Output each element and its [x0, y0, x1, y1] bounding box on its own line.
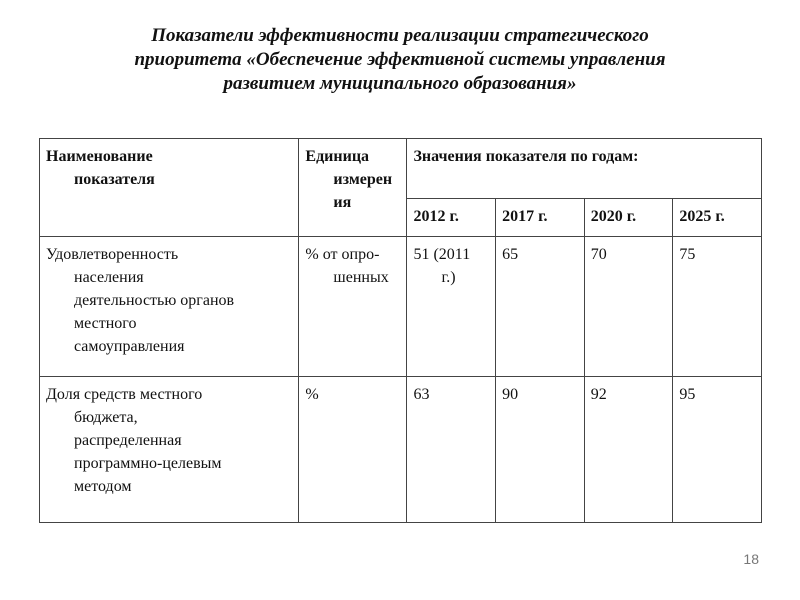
header-indicator-name [40, 139, 299, 237]
value-line: 70 [590, 246, 607, 263]
row-value-2020 [584, 377, 673, 523]
row-indicator-name [40, 237, 299, 377]
value-line: 95 [679, 386, 696, 403]
slide-title-line-1: Показатели эффективности реализации стратегического [151, 25, 649, 46]
value-line: 65 [502, 246, 519, 263]
page-number: 18 [743, 551, 759, 567]
row-name-line: Доля средств местного [46, 386, 203, 403]
row-unit [299, 377, 407, 523]
row-value-2025 [673, 377, 762, 523]
row-unit-line: шенных [333, 269, 389, 286]
value-line: 51 (2011 [413, 246, 471, 263]
header-year-2017: 2017 г. [496, 199, 585, 237]
table-header-row [40, 139, 762, 199]
header-year-2020: 2020 г. [584, 199, 673, 237]
header-unit [299, 139, 407, 237]
table-row [40, 237, 762, 377]
row-name-line: Удовлетворенность [46, 246, 179, 263]
value-line: 75 [679, 246, 696, 263]
header-unit-line-1: Единица [305, 148, 370, 165]
indicators-table [39, 138, 762, 523]
slide-title-line-3: развитием муниципального образования» [223, 73, 577, 94]
header-year-2025: 2025 г. [673, 199, 762, 237]
slide-title [0, 24, 800, 96]
header-values-by-year: Значения показателя по годам: [407, 139, 762, 199]
row-value-2025 [673, 237, 762, 377]
header-name-line-1: Наименование [46, 148, 153, 165]
table-row [40, 377, 762, 523]
value-line: 92 [590, 386, 607, 403]
row-name-line: методом [74, 478, 132, 495]
row-unit [299, 237, 407, 377]
row-indicator-name [40, 377, 299, 523]
row-name-line: деятельностью органов [74, 292, 235, 309]
row-value-2017 [496, 237, 585, 377]
row-name-line: программно-целевым [74, 455, 222, 472]
row-name-line: местного [74, 315, 137, 332]
slide-title-line-2: приоритета «Обеспечение эффективной системы управления [134, 49, 666, 70]
row-name-line: распределенная [74, 432, 182, 449]
header-name-line-2: показателя [74, 171, 155, 188]
value-line: 63 [413, 386, 430, 403]
header-year-2012: 2012 г. [407, 199, 496, 237]
header-unit-line-3: ия [333, 194, 352, 211]
row-value-2017 [496, 377, 585, 523]
row-name-line: бюджета, [74, 409, 138, 426]
header-unit-line-2: измерен [333, 171, 393, 188]
row-unit-line: % [305, 386, 319, 403]
value-line: 90 [502, 386, 519, 403]
row-value-2012 [407, 377, 496, 523]
row-name-line: самоуправления [74, 338, 185, 355]
row-unit-line: % от опро- [305, 246, 380, 263]
row-value-2020 [584, 237, 673, 377]
value-line: г.) [441, 269, 456, 286]
row-name-line: населения [74, 269, 144, 286]
row-value-2012 [407, 237, 496, 377]
